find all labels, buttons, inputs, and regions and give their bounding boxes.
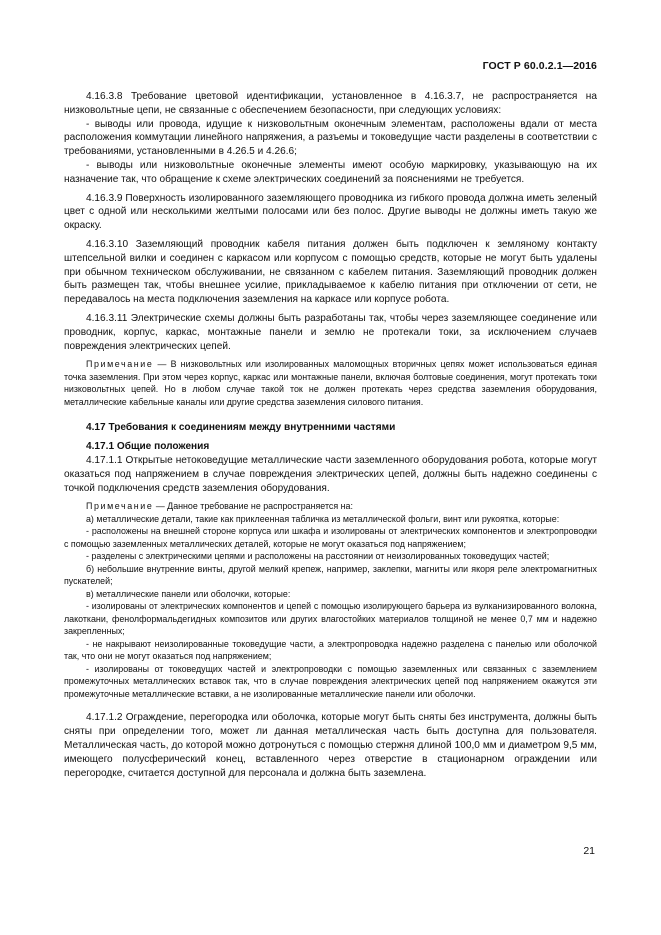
list-item: - изолированы от электрических компонентов и цепей с помощью изолирующего барьера из вулканизированного волокна, лакоткани, фенолформальдегидных композитов или других влагостойких материалов толщиной не менее 0,7 мм и надежно закрепленных; [64, 601, 597, 637]
note-1 [64, 358, 597, 408]
paragraph-4-17-1-1: 4.17.1.1 Открытые нетоковедущие металлические части заземленного оборудования робота, которые могут оказаться под напряжением в случае повреждения электрических цепей, должны быть надежно соединены с точкой подключения средств заземления оборудования. [64, 454, 597, 494]
section-heading-4-17: 4.17 Требования к соединениям между внутренними частями [86, 422, 396, 434]
list-item: - изолированы от токоведущих частей и электропроводки с помощью заземленных или связанных с заземлением промежуточных металлических вставок так, что в случае повреждения электрических цепей под напряжением окажутся эти промежуточные металлические вставки, а не изолированные металлические панели или оболочки. [64, 663, 597, 699]
subsection-heading-4-17-1: 4.17.1 Общие положения [86, 441, 210, 453]
list-item: - разделены с электрическими цепями и расположены на расстоянии от неизолированных токоведущих частей; [86, 551, 550, 562]
list-item: - выводы или низковольтные оконечные элементы имеют особую маркировку, указывающую на их назначение так, что обращение к схеме электрических соединений за пояснениями не требуется. [64, 159, 597, 185]
note-text: — В низковольтных или изолированных маломощных вторичных цепях может использоваться единая точка заземления. При этом через корпус, каркас или монтажные панели, включая болтовые соединения, могут протекать токи низковольтных цепей. Но в любом случае такой ток не должен протекать через средства заземления оборудования, металлические кабельные каналы или другие средства заземления силового питания. [64, 359, 597, 407]
list-item: б) небольшие внутренние винты, другой мелкий крепеж, например, заклепки, магниты или якоря реле электромагнитных пускателей; [64, 563, 597, 587]
list-item: - не накрывают неизолированные токоведущие части, а электропроводка надежно разделена с панелью или оболочкой так, что они не могут оказаться под напряжением; [64, 638, 597, 662]
list-item: в) металлические панели или оболочки, которые: [86, 588, 291, 599]
note-2 [64, 500, 597, 513]
list-item: - расположены на внешней стороне корпуса или шкафа и изолированы от электрических компонентов и электропроводки с помощью заземленных металлических деталей, которые не могут оказаться под напряжением; [64, 526, 597, 549]
paragraph-4-16-3-10: 4.16.3.10 Заземляющий проводник кабеля питания должен быть подключен к земляному контакту штепсельной вилки и соединен с каркасом или корпусом с помощью средств, которые не могут быть удалены при обычном техническом обслуживании, не связанном с кабелем питания. Заземляющий проводник должен быть размещен так, чтобы внешнее усилие, прикладываемое к кабелю питания при отключении от сети, не передавалось на места подключения заземления на каркасе или корпусе робота. [64, 238, 597, 306]
list-item: а) металлические детали, такие как приклеенная табличка из металлической фольги, винт или рукоятка, которые: [86, 513, 560, 524]
paragraph-4-16-3-11: 4.16.3.11 Электрические схемы должны быть разработаны так, чтобы через заземляющее соединение или проводник, корпус, каркас, монтажные панели и землю не протекали токи, за исключением случаев повреждения электрических цепей. [64, 312, 597, 352]
standard-code-header: ГОСТ Р 60.0.2.1—2016 [482, 60, 597, 72]
note-label: Примечание [86, 359, 154, 370]
note-label: Примечание [86, 501, 154, 512]
paragraph-4-17-1-2: 4.17.1.2 Ограждение, перегородка или оболочка, которые могут быть сняты без инструмента, должны быть сняты при определении того, может ли данная металлическая часть быть доступна для пользователя. Металлическая часть, до которой можно дотронуться с помощью стержня длиной 100,0 мм и диаметром 9,5 мм, имеющего полусферический конец, вставленного через отверстие в стационарном ограждении или перегородке, считается доступной для персонала и должна быть заземлена. [64, 712, 597, 779]
note-text: — Данное требование не распространяется на: [153, 501, 353, 512]
paragraph-4-16-3-9: 4.16.3.9 Поверхность изолированного заземляющего проводника из гибкого провода должна иметь зеленый цвет с одной или несколькими желтыми полосами или без полос. Другие выводы не должны иметь такую же окраску. [64, 192, 597, 232]
page-content [64, 90, 597, 780]
paragraph-4-16-3-8: 4.16.3.8 Требование цветовой идентификации, установленное в 4.16.3.7, не распространяется на низковольтные цепи, не связанные с обеспечением безопасности, при следующих условиях: [64, 91, 597, 116]
list-item: - выводы или провода, идущие к низковольтным оконечным элементам, расположены вдали от места расположения коммутации линейного напряжения, а разъемы и токоведущие части разделены в соответствии с требованиями, установленными в 4.26.5 и 4.26.6; [64, 118, 597, 158]
page-number: 21 [583, 845, 595, 857]
